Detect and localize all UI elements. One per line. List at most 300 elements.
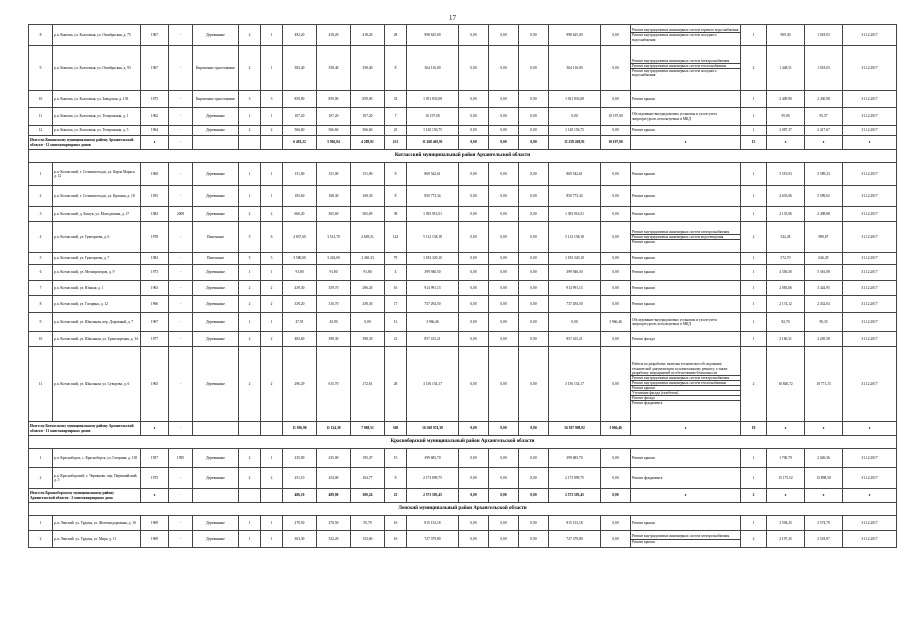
- other-funds: 0,00: [601, 265, 631, 281]
- federal-funds: 0,00: [459, 207, 489, 222]
- house-address: р.п. Коноша, ул. Колхозная, ул. Октябрьская, д. 93: [53, 46, 141, 91]
- repair-cost-total: 1 393 916,51: [407, 207, 459, 222]
- repair-works: [631, 163, 741, 186]
- unit-cost: 15 175,52: [767, 468, 805, 489]
- total-municipal-funds: 0,00: [519, 136, 549, 150]
- repair-works: [631, 449, 741, 468]
- unit-cost: 2 087,37: [767, 126, 805, 136]
- owner-funds: 0,00: [549, 108, 601, 126]
- federal-funds: 0,00: [459, 108, 489, 126]
- unit-cost: 2 197,25: [767, 531, 805, 548]
- max-unit-cost: 5 589,23: [805, 163, 843, 186]
- house-row: [29, 281, 897, 296]
- row-number: 8: [29, 25, 53, 46]
- district-section-row: [29, 150, 897, 163]
- regional-funds: 0,00: [489, 265, 519, 281]
- total-owner-funds: 2 573 583,45: [549, 489, 601, 503]
- row-number: 10: [29, 91, 53, 108]
- resident-count: 8: [385, 46, 407, 91]
- last-repair-year: -: [169, 46, 193, 91]
- completion-date: 31.12.2017: [843, 332, 897, 347]
- empty-cell: [261, 422, 283, 436]
- house-row: [29, 207, 897, 222]
- district-section-title: Котласский муниципальный район Архангельской области: [29, 150, 897, 163]
- total-placeholder: х: [843, 422, 897, 436]
- repair-works: [631, 516, 741, 531]
- residential-area: 152,60: [351, 531, 385, 548]
- premises-area: 358,40: [317, 46, 351, 91]
- federal-funds: 0,00: [459, 253, 489, 265]
- total-other-funds: 3 966,46: [601, 422, 631, 436]
- repair-works: [631, 25, 741, 46]
- federal-funds: 0,00: [459, 46, 489, 91]
- federal-funds: 0,00: [459, 91, 489, 108]
- max-unit-cost: 90,35: [805, 313, 843, 332]
- resident-count: 8: [385, 163, 407, 186]
- commissioning-year: 1964: [141, 126, 169, 136]
- last-repair-year: -: [169, 91, 193, 108]
- repair-works: [631, 108, 741, 126]
- house-row: [29, 332, 897, 347]
- total-federal-funds: 0,00: [459, 422, 489, 436]
- wall-material: Деревянные: [193, 313, 239, 332]
- empty-cell: [193, 489, 239, 503]
- resident-count: 17: [385, 296, 407, 313]
- residential-area: 172,61: [351, 347, 385, 422]
- wall-material: Деревянные: [193, 347, 239, 422]
- entrance-count: 2: [261, 468, 283, 489]
- owner-funds: 2 173 899,75: [549, 468, 601, 489]
- row-number: 9: [29, 313, 53, 332]
- total-other-funds: 0,00: [601, 489, 631, 503]
- total-cost: 11 268 465,91: [407, 136, 459, 150]
- district-section-row: [29, 436, 897, 449]
- repair-works: [631, 265, 741, 281]
- municipal-funds: 0,00: [519, 253, 549, 265]
- completion-date: 31.12.2017: [843, 449, 897, 468]
- commissioning-year: 1957: [141, 449, 169, 468]
- repair-works: [631, 222, 741, 253]
- row-number: 5: [29, 253, 53, 265]
- commissioning-year: 1969: [141, 531, 169, 548]
- residential-area: 195,47: [351, 449, 385, 468]
- wall-material: Панельные: [193, 253, 239, 265]
- last-repair-year: 2009: [169, 207, 193, 222]
- row-number: 6: [29, 265, 53, 281]
- other-funds: 0,00: [601, 163, 631, 186]
- regional-funds: 0,00: [489, 46, 519, 91]
- total-area: 383,40: [283, 46, 317, 91]
- district-total-row: [29, 136, 897, 150]
- house-address: р.п. Котласский, ул. Южная, д. 1: [53, 281, 141, 296]
- house-row: [29, 468, 897, 489]
- residential-area: 358,40: [351, 46, 385, 91]
- floor-count: 3: [239, 91, 261, 108]
- house-address: р.п. Котласский, ул. Мелиораторов, д. 9: [53, 265, 141, 281]
- completion-date: 31.12.2017: [843, 108, 897, 126]
- total-placeholder: х: [843, 489, 897, 503]
- repair-cost-total: 1 031 833,08: [407, 91, 459, 108]
- house-row: [29, 313, 897, 332]
- regional-funds: 0,00: [489, 313, 519, 332]
- repair-work-item: Ремонт крыши: [632, 128, 655, 133]
- municipal-funds: 0,00: [519, 265, 549, 281]
- federal-funds: 0,00: [459, 449, 489, 468]
- works-count: 2: [741, 531, 767, 548]
- regional-funds: 0,00: [489, 531, 519, 548]
- municipal-funds: 0,00: [519, 313, 549, 332]
- total-area: 486,10: [283, 489, 317, 503]
- total-owner-funds: 16 307 998,92: [549, 422, 601, 436]
- other-funds: 0,00: [601, 468, 631, 489]
- municipal-funds: 0,00: [519, 126, 549, 136]
- unit-cost: 5 519,03: [767, 163, 805, 186]
- municipal-funds: 0,00: [519, 468, 549, 489]
- wall-material: Деревянные: [193, 265, 239, 281]
- repair-cost-total: 737 294,50: [407, 296, 459, 313]
- house-row: [29, 347, 897, 422]
- repair-work-item: Ремонт крыши: [632, 193, 655, 198]
- repair-works: [631, 46, 741, 91]
- district-section-title: Ленский муниципальный район Архангельской области: [29, 503, 897, 516]
- total-placeholder: х: [141, 136, 169, 150]
- owner-funds: 857 415,21: [549, 332, 601, 347]
- premises-area: 859,00: [317, 91, 351, 108]
- premises-area: 398,30: [317, 332, 351, 347]
- total-placeholder: х: [767, 136, 805, 150]
- repair-work-item: Ремонт крыши: [632, 96, 655, 101]
- other-funds: 0,00: [601, 91, 631, 108]
- district-section-title: Красноборский муниципальный район Архангельской области: [29, 436, 897, 449]
- regional-funds: 0,00: [489, 468, 519, 489]
- total-area: 235,00: [283, 449, 317, 468]
- federal-funds: 0,00: [459, 332, 489, 347]
- last-repair-year: -: [169, 163, 193, 186]
- premises-area: 418,20: [317, 25, 351, 46]
- owner-funds: 914 991,13: [549, 281, 601, 296]
- other-funds: 0,00: [601, 296, 631, 313]
- repair-work-item: Ремонт крыши: [631, 239, 740, 244]
- regional-funds: 0,00: [489, 207, 519, 222]
- house-address: р.п. Коноша, ул. Колхозная, ул. Заводская, д. 103: [53, 91, 141, 108]
- unit-cost: 10 840,72: [767, 347, 805, 422]
- commissioning-year: 1973: [141, 265, 169, 281]
- empty-cell: [239, 489, 261, 503]
- house-row: [29, 186, 897, 207]
- max-unit-cost: 2 498,88: [805, 207, 843, 222]
- last-repair-year: -: [169, 296, 193, 313]
- premises-area: 615,70: [317, 347, 351, 422]
- owner-funds: 850 773,34: [549, 186, 601, 207]
- total-residential-area: 4 289,91: [351, 136, 385, 150]
- resident-count: 25: [385, 126, 407, 136]
- resident-count: 142: [385, 222, 407, 253]
- regional-funds: 0,00: [489, 449, 519, 468]
- repair-works: [631, 313, 741, 332]
- repair-work-item: Обследование внутридомовых установок и узлов учета энергоресурсов, используемых в МКД: [632, 112, 717, 121]
- wall-material: Деревянные: [193, 126, 239, 136]
- works-count: 1: [741, 449, 767, 468]
- works-count: 1: [741, 281, 767, 296]
- last-repair-year: -: [169, 253, 193, 265]
- total-area: 296,29: [283, 347, 317, 422]
- max-unit-cost: 1 018,03: [805, 46, 843, 91]
- district-total-label: Итого по Котласскому муниципальному району Архангельской области - 11 многоквартирных домов: [29, 422, 141, 436]
- completion-date: 31.12.2017: [843, 531, 897, 548]
- municipal-funds: 0,00: [519, 516, 549, 531]
- total-premises-area: 5 902,04: [317, 136, 351, 150]
- district-total-row: [29, 489, 897, 503]
- unit-cost: 82,70: [767, 313, 805, 332]
- repair-work-item: Ремонт внутридомовых инженерных систем водоотведения: [631, 234, 740, 239]
- municipal-funds: 0,00: [519, 296, 549, 313]
- repair-work-item: Ремонт внутридомовых инженерных систем электроснабжения: [632, 534, 730, 539]
- premises-area: 43,90: [317, 313, 351, 332]
- repair-cost-total: 3 156 154,17: [407, 347, 459, 422]
- premises-area: 270,50: [317, 516, 351, 531]
- federal-funds: 0,00: [459, 296, 489, 313]
- federal-funds: 0,00: [459, 265, 489, 281]
- works-count: 2: [741, 347, 767, 422]
- total-placeholder: х: [141, 489, 169, 503]
- max-unit-cost: 5 589,02: [805, 186, 843, 207]
- works-count: 1: [741, 25, 767, 46]
- total-area: 47,91: [283, 313, 317, 332]
- last-repair-year: 1995: [169, 449, 193, 468]
- district-total-row: [29, 422, 897, 436]
- repair-work-item: Ремонт крыши: [632, 455, 655, 460]
- commissioning-year: 1982: [141, 207, 169, 222]
- repair-works: [631, 296, 741, 313]
- works-count: 1: [741, 126, 767, 136]
- municipal-funds: 0,00: [519, 186, 549, 207]
- house-address: р.п. Котласский, г. Сольвычегодск, ул. Красная, д. 18: [53, 186, 141, 207]
- resident-count: 28: [385, 347, 407, 422]
- unit-cost: 2 160,31: [767, 332, 805, 347]
- works-count: 1: [741, 332, 767, 347]
- other-funds: 0,00: [601, 332, 631, 347]
- unit-cost: 4 635,06: [767, 186, 805, 207]
- total-area: 4 837,60: [283, 222, 317, 253]
- district-total-label: Итого по Коношскому муниципальному району Архангельской области - 12 многоквартирных домов: [29, 136, 141, 150]
- total-area: 251,10: [283, 468, 317, 489]
- repair-cost-total: 850 773,34: [407, 186, 459, 207]
- residential-area: 104,77: [351, 468, 385, 489]
- max-unit-cost: 2 518,87: [805, 531, 843, 548]
- max-unit-cost: 989,67: [805, 222, 843, 253]
- other-funds: 0,00: [601, 253, 631, 265]
- completion-date: 31.12.2017: [843, 25, 897, 46]
- empty-cell: [193, 136, 239, 150]
- commissioning-year: 1975: [141, 468, 169, 489]
- empty-cell: [193, 422, 239, 436]
- regional-funds: 0,00: [489, 126, 519, 136]
- total-area: 6 481,22: [283, 136, 317, 150]
- floor-count: 2: [239, 468, 261, 489]
- repair-works: [631, 207, 741, 222]
- house-address: р.п. Коноша, ул. Колхозная, ул. Театральная, д. 1: [53, 108, 141, 126]
- premises-area: 254,00: [317, 468, 351, 489]
- repair-works: [631, 126, 741, 136]
- empty-cell: [261, 136, 283, 150]
- federal-funds: 0,00: [459, 25, 489, 46]
- total-area: 11 036,90: [283, 422, 317, 436]
- last-repair-year: -: [169, 347, 193, 422]
- total-placeholder: х: [805, 136, 843, 150]
- last-repair-year: -: [169, 313, 193, 332]
- other-funds: 0,00: [601, 281, 631, 296]
- municipal-funds: 0,00: [519, 46, 549, 91]
- max-unit-cost: 1 018,03: [805, 25, 843, 46]
- repair-cost-total: 2 173 899,75: [407, 468, 459, 489]
- entrance-count: 1: [261, 46, 283, 91]
- repair-cost-total: 727 379,80: [407, 531, 459, 548]
- row-number: 7: [29, 281, 53, 296]
- resident-count: 33: [385, 91, 407, 108]
- house-address: р.п. Котласский, ул. Гагарина, д. 12: [53, 296, 141, 313]
- max-unit-cost: 95,57: [805, 108, 843, 126]
- entrance-count: 1: [261, 265, 283, 281]
- regional-funds: 0,00: [489, 332, 519, 347]
- total-placeholder: х: [141, 422, 169, 436]
- max-unit-cost: 10 771,15: [805, 347, 843, 422]
- entrance-count: 5: [261, 253, 283, 265]
- commissioning-year: 1963: [141, 281, 169, 296]
- last-repair-year: -: [169, 281, 193, 296]
- completion-date: 31.12.2017: [843, 313, 897, 332]
- floor-count: 1: [239, 186, 261, 207]
- wall-material: Деревянные: [193, 516, 239, 531]
- resident-count: 4: [385, 265, 407, 281]
- premises-area: 316,70: [317, 296, 351, 313]
- house-row: [29, 126, 897, 136]
- residential-area: 168,30: [351, 186, 385, 207]
- repair-work-item: Ремонт внутридомовых инженерных систем электроснабжения: [632, 58, 730, 63]
- other-funds: 0,00: [601, 46, 631, 91]
- total-placeholder: х: [631, 136, 741, 150]
- row-number: 10: [29, 332, 53, 347]
- resident-count: 16: [385, 531, 407, 548]
- floor-count: 5: [239, 253, 261, 265]
- total-placeholder: х: [767, 422, 805, 436]
- works-count: 1: [741, 186, 767, 207]
- total-residential-area: 300,24: [351, 489, 385, 503]
- floor-count: 2: [239, 347, 261, 422]
- other-funds: 3 966,46: [601, 313, 631, 332]
- unit-cost: 2 135,96: [767, 207, 805, 222]
- repair-works: [631, 91, 741, 108]
- floor-count: 1: [239, 516, 261, 531]
- house-row: [29, 163, 897, 186]
- entrance-count: 1: [261, 163, 283, 186]
- residential-area: 566,60: [351, 126, 385, 136]
- regional-funds: 0,00: [489, 91, 519, 108]
- last-repair-year: -: [169, 25, 193, 46]
- wall-material: Кирпичные одноэтажные: [193, 46, 239, 91]
- owner-funds: 0,00: [549, 313, 601, 332]
- owner-funds: 1 183 320,10: [549, 253, 601, 265]
- floor-count: 2: [239, 126, 261, 136]
- repair-cost-total: 1 183 320,10: [407, 253, 459, 265]
- other-funds: 0,00: [601, 126, 631, 136]
- total-placeholder: х: [805, 422, 843, 436]
- total-area: 859,00: [283, 91, 317, 108]
- other-funds: 0,00: [601, 531, 631, 548]
- house-address: р.п. Котласский, д. Бошук, ул. Молодежная, д. 17: [53, 207, 141, 222]
- entrance-count: 2: [261, 347, 283, 422]
- wall-material: Деревянные: [193, 531, 239, 548]
- resident-count: 15: [385, 449, 407, 468]
- owner-funds: 3 156 154,17: [549, 347, 601, 422]
- repair-cost-total: 857 415,21: [407, 332, 459, 347]
- unit-cost: 572,70: [767, 253, 805, 265]
- premises-area: 151,00: [317, 163, 351, 186]
- row-number: 11: [29, 108, 53, 126]
- premises-area: 565,69: [317, 207, 351, 222]
- entrance-count: 2: [261, 207, 283, 222]
- unit-cost: 1 448,51: [767, 46, 805, 91]
- owner-funds: 364 116,00: [549, 46, 601, 91]
- residential-area: 418,20: [351, 25, 385, 46]
- floor-count: 2: [239, 25, 261, 46]
- regional-funds: 0,00: [489, 163, 519, 186]
- entrance-count: 6: [261, 222, 283, 253]
- other-funds: 0,00: [601, 207, 631, 222]
- total-area: 151,00: [283, 163, 317, 186]
- house-row: [29, 222, 897, 253]
- regional-funds: 0,00: [489, 253, 519, 265]
- municipal-funds: 0,00: [519, 449, 549, 468]
- house-address: р.п. Котласский, ул. Григорьева, д. 7: [53, 253, 141, 265]
- floor-count: 2: [239, 46, 261, 91]
- total-regional-funds: 0,00: [489, 422, 519, 436]
- completion-date: 31.12.2017: [843, 91, 897, 108]
- regional-funds: 0,00: [489, 347, 519, 422]
- repair-work-item: Ремонт крыши: [632, 171, 655, 176]
- total-area: 107,20: [283, 108, 317, 126]
- municipal-funds: 0,00: [519, 207, 549, 222]
- house-row: [29, 253, 897, 265]
- federal-funds: 0,00: [459, 222, 489, 253]
- floor-count: 1: [239, 108, 261, 126]
- completion-date: 31.12.2017: [843, 347, 897, 422]
- repair-work-item: Ремонт внутридомовых инженерных систем холодного водоснабжения: [631, 68, 740, 77]
- house-address: р.п. Ленский, ул. Урдома, ул. Железнодорожная, д. 10: [53, 516, 141, 531]
- commissioning-year: 1955: [141, 186, 169, 207]
- last-repair-year: -: [169, 222, 193, 253]
- repair-work-item: Ремонт внутридомовых инженерных систем холодного водоснабжения: [631, 32, 740, 41]
- last-repair-year: -: [169, 265, 193, 281]
- federal-funds: 0,00: [459, 126, 489, 136]
- residential-area: 0,00: [351, 313, 385, 332]
- owner-funds: 399 946,50: [549, 265, 601, 281]
- premises-area: 235,00: [317, 449, 351, 468]
- municipal-funds: 0,00: [519, 108, 549, 126]
- wall-material: Деревянные: [193, 296, 239, 313]
- repair-works: [631, 347, 741, 422]
- row-number: 1: [29, 449, 53, 468]
- empty-cell: [239, 136, 261, 150]
- works-count: 1: [741, 313, 767, 332]
- premises-area: 168,30: [317, 186, 351, 207]
- municipal-funds: 0,00: [519, 281, 549, 296]
- last-repair-year: -: [169, 186, 193, 207]
- entrance-count: 1: [261, 186, 283, 207]
- repair-cost-total: 998 625,00: [407, 25, 459, 46]
- owner-funds: 1 393 916,51: [549, 207, 601, 222]
- repair-cost-total: 869 542,61: [407, 163, 459, 186]
- total-works-count: 19: [741, 422, 767, 436]
